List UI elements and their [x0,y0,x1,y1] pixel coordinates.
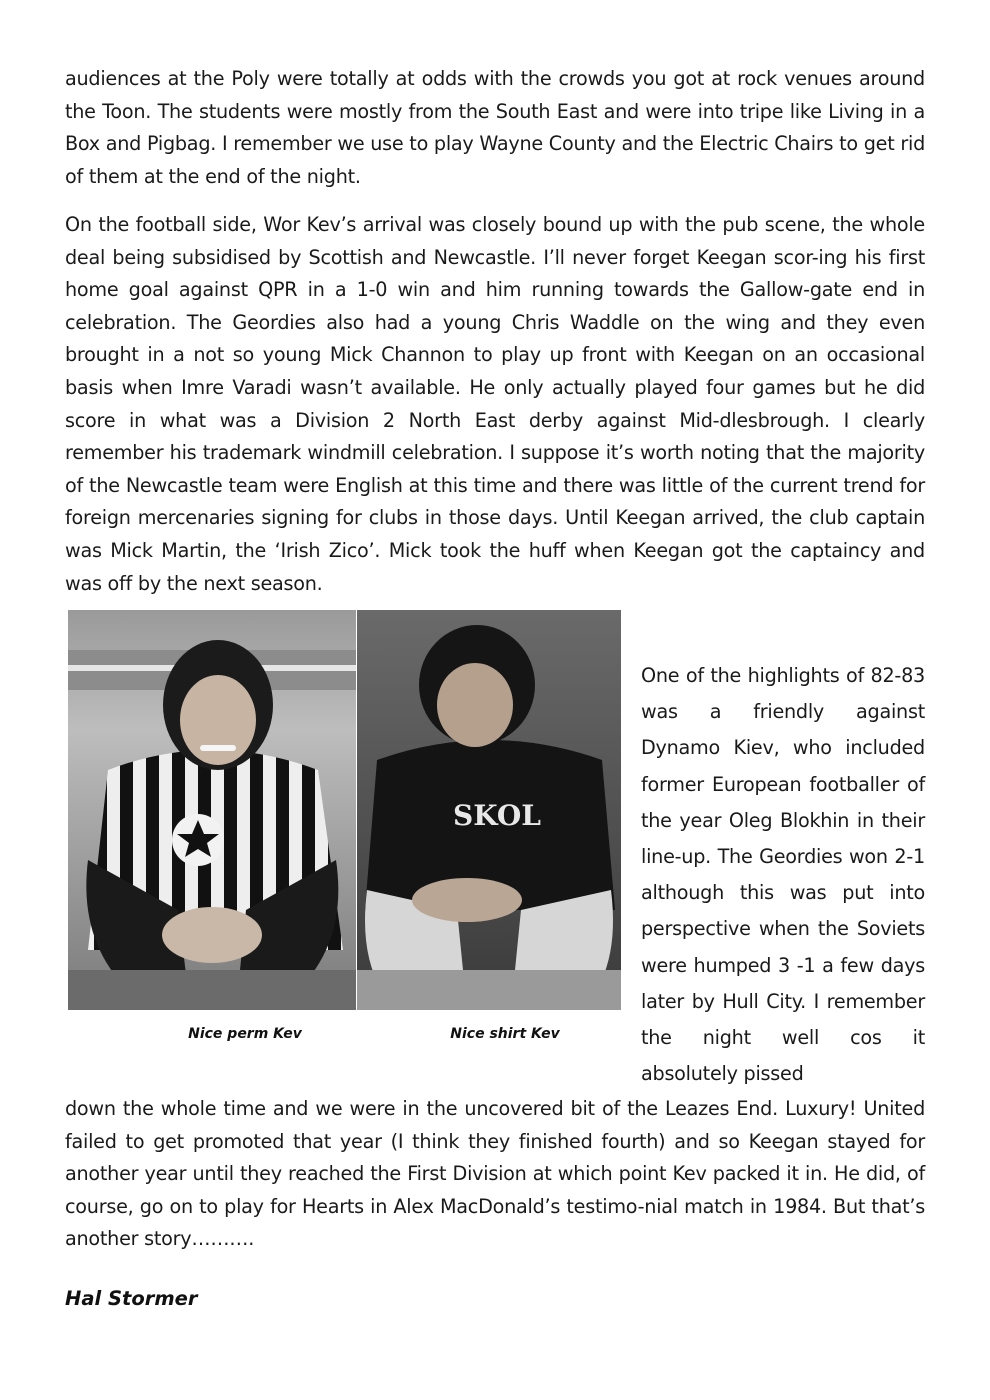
paragraph-closing: down the whole time and we were in the uncovered bit of the Leazes End. Luxury! United failed to get promoted that year (I think they finished fourth) and so Keegan stayed for another year until they reached the First Division at which point Kev packed it in. He did, of course, go on to play for Hearts in Alex MacDonald’s testimo-nial match in 1984. But that’s another story………. [65,1097,925,1251]
photo-right-image [357,610,621,1010]
caption-right: Nice shirt Kev [450,1026,560,1042]
paragraph-football: On the football side, Wor Kev’s arrival was closely bound up with the pub scene, the whole deal being subsidised by Scottish and Newcastle. I’ll never forget Keegan scor-ing his first home goal against QPR in a 1-0 win and him running towards the Gallow-gate end in celebration. The Geordies also had a young Chris Waddle on the wing and they even brought in a not so young Mick Channon to play up front with Keegan on an occasional basis when Imre Varadi wasn’t available. He only actually played four games but he did score in what was a Division 2 North East derby against Mid-dlesbrough. I clearly remember his trademark windmill celebration. I suppose it’s worth noting that the majority of the Newcastle team were English at this time and there was little of the current trend for foreign mercenaries signing for clubs in those days. Until Keegan arrived, the club captain was Mick Martin, the ‘Irish Zico’. Mick took the huff when Keegan got the captaincy and was off by the next season. [65,213,925,595]
paragraph-side: One of the highlights of 82-83 was a friendly against Dynamo Kiev, who included former European footballer of the year Oleg Blokhin in their line-up. The Geordies won 2-1 although this was put into perspective when the Soviets were humped 3 -1 a few days later by Hull City. I remember the night well cos it absolutely pissed [641,664,925,1086]
photo-nice-perm-kev [68,610,356,1010]
author-signature: Hal Stormer [65,1287,198,1310]
caption-left: Nice perm Kev [188,1026,302,1042]
photo-left-image [68,610,356,1010]
photo-right-shirt-text: SKOL [453,799,541,832]
paragraph-intro: audiences at the Poly were totally at odds with the crowds you got at rock venues around the Toon. The students were mostly from the South East and were into tripe like Living in a Box and Pigbag. I remember we use to play Wayne County and the Electric Chairs to get rid of them at the end of the night. [65,67,925,188]
photo-nice-shirt-kev [357,610,621,1010]
